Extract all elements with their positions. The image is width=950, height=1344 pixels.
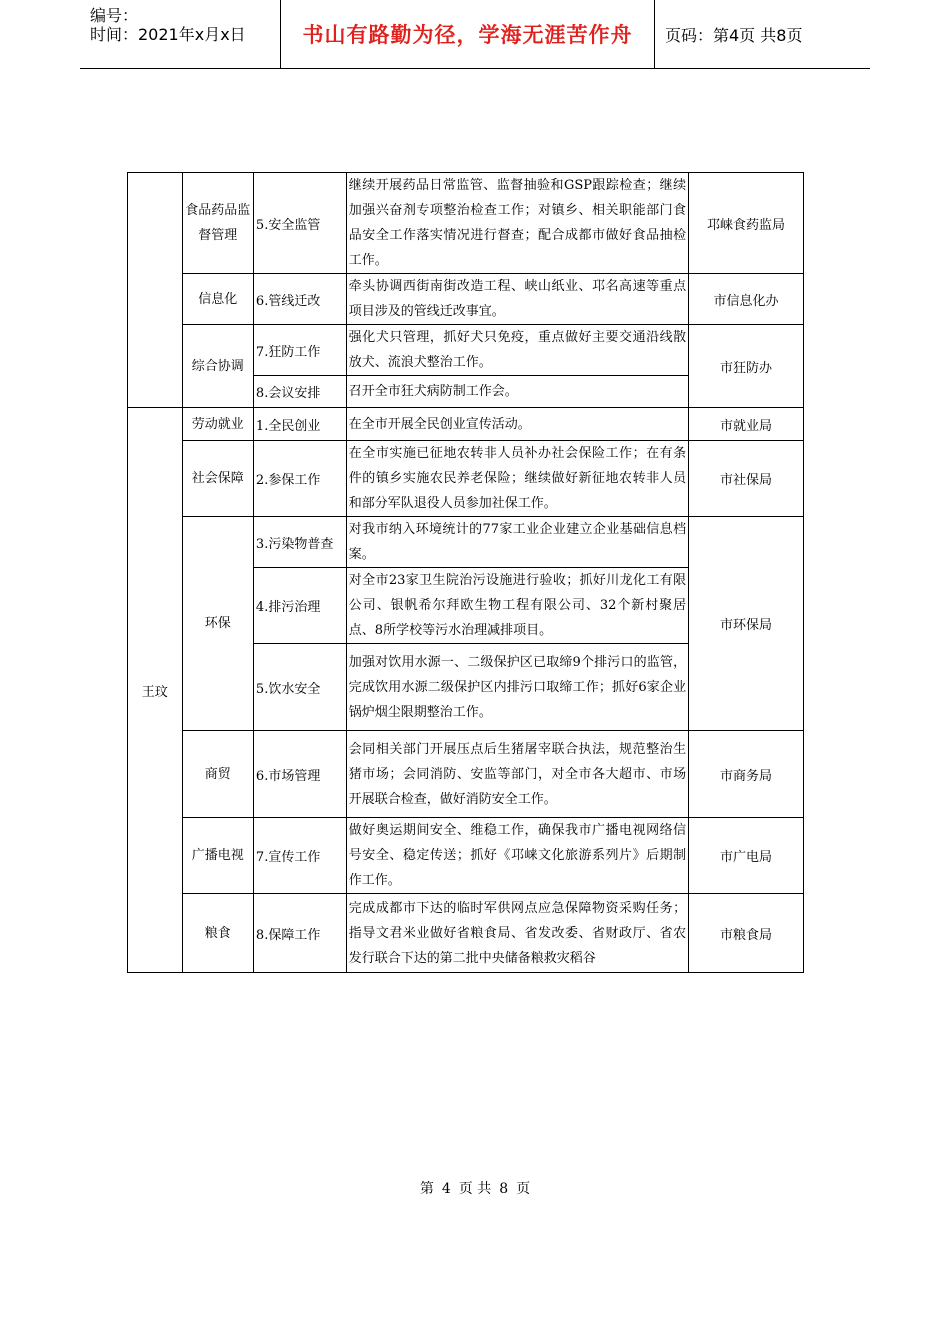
item-cell: 7.宣传工作 [253, 818, 346, 894]
item-cell: 2.参保工作 [253, 441, 346, 517]
table-row [128, 731, 804, 818]
table-row [128, 894, 804, 973]
header-motto: 书山有路勤为径，学海无涯苦作舟 [281, 0, 655, 68]
content-cell: 召开全市狂犬病防制工作会。 [346, 376, 688, 408]
table-row [128, 517, 804, 568]
content-cell: 对全市23家卫生院治污设施进行验收；抓好川龙化工有限公司、银帆希尔拜欧生物工程有限公司、32个新村聚居点、8所学校等污水治理减排项目。 [346, 568, 688, 644]
item-cell: 5.饮水安全 [253, 644, 346, 731]
item-cell: 4.排污治理 [253, 568, 346, 644]
work-plan-table [127, 172, 804, 973]
item-cell: 5.安全监管 [253, 173, 346, 274]
item-cell: 6.市场管理 [253, 731, 346, 818]
footer-prefix: 第 [419, 1181, 434, 1197]
page-footer [0, 1178, 950, 1198]
table-row [128, 325, 804, 376]
category-cell: 粮食 [182, 894, 253, 973]
footer-page-number: 4 [441, 1181, 451, 1197]
table-row [128, 441, 804, 517]
content-cell: 继续开展药品日常监管、监督抽验和GSP跟踪检查；继续加强兴奋剂专项整治检查工作；对镇乡、相关职能部门食品安全工作落实情况进行督查；配合成都市做好食品抽检工作。 [346, 173, 688, 274]
category-cell: 信息化 [182, 274, 253, 325]
item-cell: 1.全民创业 [253, 408, 346, 441]
dept-cell: 市就业局 [689, 408, 804, 441]
dept-cell: 市环保局 [689, 517, 804, 731]
item-cell: 3.污染物普查 [253, 517, 346, 568]
dept-cell: 市狂防办 [689, 325, 804, 408]
dept-cell: 市广电局 [689, 818, 804, 894]
category-cell: 综合协调 [182, 325, 253, 408]
table-row [128, 274, 804, 325]
table-row [128, 173, 804, 274]
dept-cell: 市商务局 [689, 731, 804, 818]
category-cell: 劳动就业 [182, 408, 253, 441]
dept-cell: 市信息化办 [689, 274, 804, 325]
item-cell: 8.保障工作 [253, 894, 346, 973]
item-cell: 8.会议安排 [253, 376, 346, 408]
footer-total-pages: 8 [499, 1181, 509, 1197]
item-cell: 6.管线迁改 [253, 274, 346, 325]
leader-cell-empty [128, 173, 183, 408]
content-cell: 对我市纳入环境统计的77家工业企业建立企业基础信息档案。 [346, 517, 688, 568]
header-meta [80, 0, 281, 68]
content-cell: 牵头协调西街南街改造工程、峡山纸业、邛名高速等重点项目涉及的管线迁改事宜。 [346, 274, 688, 325]
content-cell: 强化犬只管理，抓好犬只免疫，重点做好主要交通沿线散放犬、流浪犬整治工作。 [346, 325, 688, 376]
leader-cell: 王玟 [128, 408, 183, 973]
category-cell: 广播电视 [182, 818, 253, 894]
header-page-label: 页码：第4页 共8页 [665, 25, 803, 45]
dept-cell: 市社保局 [689, 441, 804, 517]
dept-cell: 市粮食局 [689, 894, 804, 973]
serial-label: 编号： [90, 6, 139, 25]
table-row [128, 818, 804, 894]
time-label: 时间：2021年x月x日 [90, 25, 246, 44]
page-header [80, 0, 870, 69]
content-cell: 做好奥运期间安全、维稳工作，确保我市广播电视网络信号安全、稳定传送；抓好《邛崃文化旅游系列片》后期制作工作。 [346, 818, 688, 894]
content-cell: 会同相关部门开展压点后生猪屠宰联合执法，规范整治生猪市场；会同消防、安监等部门，对全市各大超市、市场开展联合检查，做好消防安全工作。 [346, 731, 688, 818]
content-cell: 完成成都市下达的临时军供网点应急保障物资采购任务；指导文君米业做好省粮食局、省发改委、省财政厅、省农发行联合下达的第二批中央储备粮救灾稻谷 [346, 894, 688, 973]
table-row [128, 408, 804, 441]
item-cell: 7.狂防工作 [253, 325, 346, 376]
footer-suffix: 页 [516, 1181, 531, 1197]
content-cell: 加强对饮用水源一、二级保护区已取缔9个排污口的监管，完成饮用水源二级保护区内排污口取缔工作；抓好6家企业锅炉烟尘限期整治工作。 [346, 644, 688, 731]
category-cell: 环保 [182, 517, 253, 731]
content-cell: 在全市实施已征地农转非人员补办社会保险工作；在有条件的镇乡实施农民养老保险；继续做好新征地农转非人员和部分军队退役人员参加社保工作。 [346, 441, 688, 517]
dept-cell: 邛崃食药监局 [689, 173, 804, 274]
content-cell: 在全市开展全民创业宣传活动。 [346, 408, 688, 441]
category-cell: 食品药品监督管理 [182, 173, 253, 274]
category-cell: 商贸 [182, 731, 253, 818]
category-cell: 社会保障 [182, 441, 253, 517]
footer-middle: 页 共 [458, 1181, 492, 1197]
